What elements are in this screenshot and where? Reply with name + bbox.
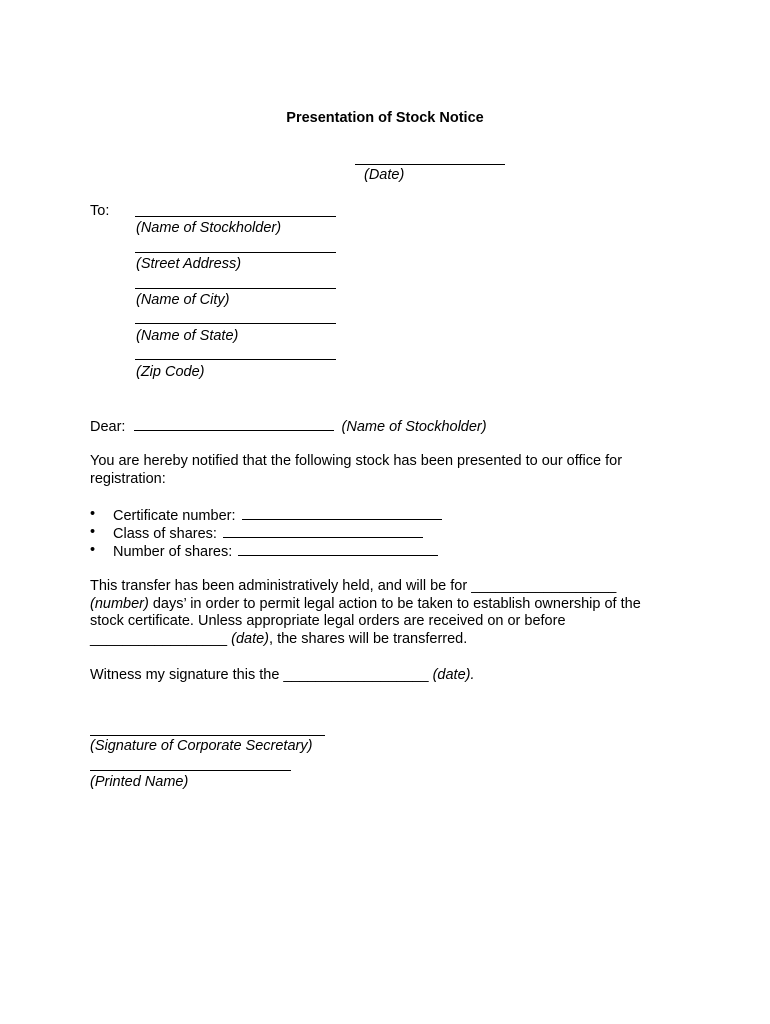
street-address-line[interactable] [135,252,336,253]
state-caption: (Name of State) [136,328,239,344]
intro-line-1: You are hereby notified that the following stock has been presented to our office for [90,453,623,469]
number-of-shares-line[interactable] [238,541,438,556]
date-line[interactable] [355,164,505,165]
date-caption: (Date) [364,167,405,183]
state-line[interactable] [135,323,336,324]
street-address-caption: (Street Address) [136,256,242,272]
printed-name-caption: (Printed Name) [90,774,189,790]
bullet-icon: • [90,506,96,522]
stockholder-name-line[interactable] [135,216,336,217]
transfer-line-4 [90,630,467,648]
certificate-label: Certificate number: [113,508,236,524]
signature-line[interactable] [90,735,325,736]
transfer-line-4-text: , the shares will be transferred. [269,631,468,647]
transfer-line-2-text: days’ in order to permit legal action to be taken to establish ownership of the [148,596,641,612]
witness-text: Witness my signature this the __________________ [90,667,433,683]
salutation [90,416,487,436]
transfer-line-1: This transfer has been administratively held, and will be for __________________ [90,578,617,594]
salutation-label: Dear: [90,419,126,435]
class-of-shares-line[interactable] [223,523,423,538]
intro-line-2: registration: [90,471,166,487]
number-caption: (number) [90,596,149,612]
city-caption: (Name of City) [136,292,230,308]
list-item-class [113,523,423,543]
transfer-line-2 [90,595,641,613]
to-label: To: [90,203,110,219]
bullet-icon: • [90,524,96,540]
certificate-number-line[interactable] [242,505,442,520]
transfer-date-caption: (date) [231,631,270,647]
stockholder-name-caption: (Name of Stockholder) [136,220,282,236]
city-line[interactable] [135,288,336,289]
list-item-number [113,541,438,561]
bullet-icon: • [90,542,96,558]
witness-date-caption: (date). [432,667,475,683]
zip-line[interactable] [135,359,336,360]
zip-caption: (Zip Code) [136,364,205,380]
signature-caption: (Signature of Corporate Secretary) [90,738,313,754]
transfer-line-3: stock certificate. Unless appropriate legal orders are received on or before [90,613,566,629]
salutation-name-line[interactable] [134,416,334,431]
document-title: Presentation of Stock Notice [286,110,484,126]
list-item-certificate [113,505,442,525]
salutation-caption: (Name of Stockholder) [341,419,487,435]
printed-name-line[interactable] [90,770,291,771]
transfer-date-blank[interactable]: _________________ [90,631,232,647]
witness-line [90,666,475,684]
class-label: Class of shares: [113,526,217,542]
number-label: Number of shares: [113,544,233,560]
